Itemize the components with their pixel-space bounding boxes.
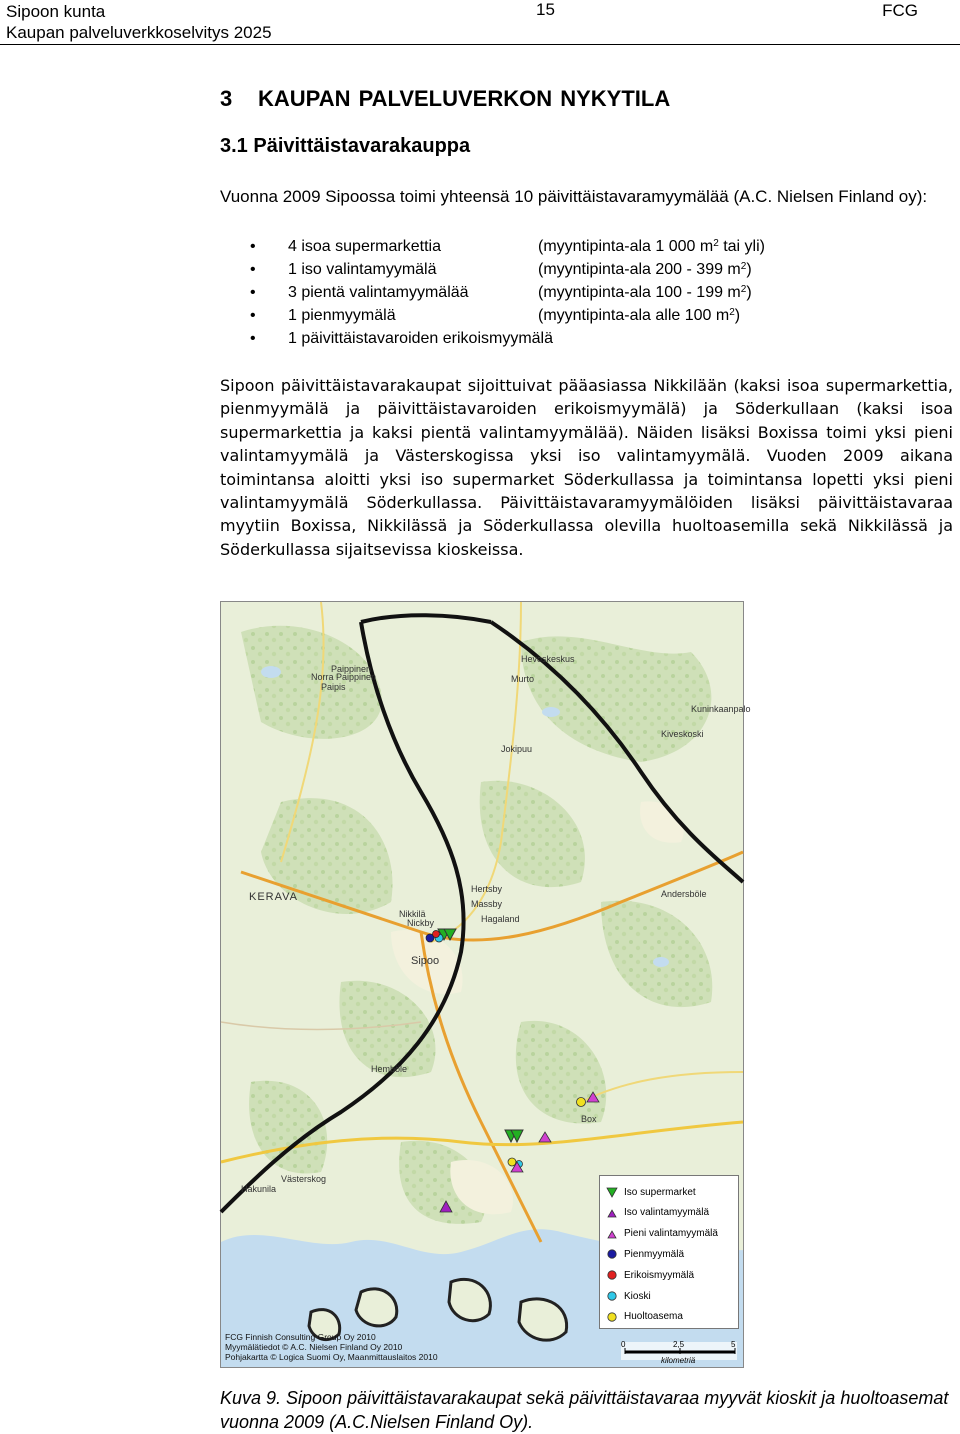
legend-label: Kioski	[624, 1290, 651, 1302]
store-size-range	[538, 281, 752, 304]
size-text: (myyntipinta-ala 200 - 399 m	[538, 261, 741, 278]
scale-tick-label: 5	[731, 1340, 736, 1349]
figure-caption: Kuva 9. Sipoon päivittäistavarakaupat sekä päivittäistavaraa myyvät kioskit ja huoltoasemat vuonna 2009 (A.C.Nielsen Finland Oy).	[220, 1388, 949, 1432]
legend-label: Pienmyymälä	[624, 1248, 685, 1260]
place-label: Murto	[511, 674, 535, 684]
legend-item	[606, 1288, 651, 1304]
size-text: (myyntipinta-ala 100 - 199 m	[538, 284, 741, 301]
size-text-tail: )	[746, 284, 752, 301]
scale-tick-label: 2,5	[673, 1340, 685, 1349]
credit-line: Pohjakartta © Logica Suomi Oy, Maanmittauslaitos 2010	[225, 1352, 438, 1362]
place-label: Kiveskoski	[661, 729, 704, 739]
store-count-label: 1 iso valintamyymälä	[288, 261, 437, 278]
legend-item	[606, 1267, 694, 1283]
header-left	[6, 1, 272, 43]
store-size-range	[538, 304, 740, 327]
legend-label: Iso valintamyymälä	[624, 1207, 710, 1219]
place-label: Andersböle	[661, 889, 707, 899]
subsection-heading: 3.1 Päivittäistavarakauppa	[220, 135, 471, 157]
store-size-range	[538, 235, 765, 258]
scale-unit: kilometriä	[661, 1356, 696, 1365]
size-text-tail: )	[734, 307, 741, 324]
legend-label: Pieni valintamyymälä	[624, 1228, 718, 1240]
bullet-dot: •	[250, 284, 256, 301]
section-number: 3	[220, 86, 233, 111]
size-text-tail: tai yli)	[718, 238, 765, 255]
place-label: Norra Paippinen	[311, 672, 377, 682]
legend-circle-icon	[606, 1248, 618, 1260]
marker-erikoismyymala	[433, 931, 440, 938]
size-unit-exponent: 2	[713, 238, 719, 249]
store-count-label: 3 pientä valintamyymälää	[288, 284, 469, 301]
legend-triangle-up-icon	[606, 1228, 618, 1240]
size-text-tail: )	[746, 261, 752, 278]
place-label: Hemböle	[371, 1064, 408, 1074]
size-text: (myyntipinta-ala 1 000 m	[538, 238, 714, 255]
place-label: Paippinen	[331, 664, 372, 674]
bullet-dot: •	[250, 261, 256, 278]
legend-triangle-down-icon	[606, 1186, 618, 1198]
place-label: Hagaland	[481, 914, 520, 924]
legend-label: Erikoismyymälä	[624, 1269, 695, 1281]
place-label: Hakunila	[241, 1184, 277, 1194]
legend-item	[606, 1246, 684, 1262]
place-label: Box	[581, 1114, 597, 1124]
legend-circle-icon	[606, 1269, 618, 1281]
place-label: KERAVA	[249, 891, 298, 903]
body-paragraph: Sipoon päivittäistavarakaupat sijoittuivat pääasiassa Nikkilään (kaksi isoa supermarkettia, pienmyymälä ja päivittäistavaroiden erikoismyymälä) ja Söderkullaan (kaksi isoa supermarkettia ja kaksi pientä valintamyymälää). Näiden lisäksi Boxissa toimi yksi pieni valintamyymälä ja Västerskogissa yksi iso valintamyymälä. Vuoden 2009 aikana toimintansa aloitti yksi iso supermarket Söderkullassa ja toimintansa lopetti yksi pieni valintamyymälä Söderkullassa. Päivittäistavaramyymälöiden lisäksi päivittäistavaraa myytiin Boxissa, Nikkilässä ja Söderkullassa olevilla huoltoasemilla sekä Nikkilässä ja Söderkullassa sijaitsevissa kioskeissa.	[220, 376, 953, 559]
bullet-dot: •	[250, 307, 256, 324]
place-label: Nikkilä	[399, 909, 426, 919]
bullet-dot: •	[250, 330, 256, 347]
marker-huoltoasema	[577, 1098, 586, 1107]
size-text: (myyntipinta-ala alle 100 m	[538, 307, 730, 324]
marker-huoltoasema	[508, 1158, 516, 1166]
place-label: Paipis	[321, 682, 346, 692]
legend-item	[606, 1309, 683, 1325]
credit-line: FCG Finnish Consulting Group Oy 2010	[225, 1332, 376, 1342]
legend-item	[606, 1226, 718, 1242]
legend-circle-icon	[606, 1311, 618, 1323]
header-org: Sipoon kunta	[6, 2, 106, 21]
credit-line: Myymälätiedot © A.C. Nielsen Finland Oy 2010	[225, 1342, 403, 1352]
size-unit-exponent: 2	[740, 284, 747, 295]
legend-label: Iso supermarket	[624, 1186, 696, 1198]
legend-circle-icon	[606, 1290, 618, 1302]
place-label: Massby	[471, 899, 503, 909]
place-label: Kuninkaanpalo	[691, 704, 751, 714]
store-count-label: 4 isoa supermarkettia	[288, 238, 441, 255]
section-heading	[220, 86, 670, 112]
scale-tick-label: 0	[621, 1340, 626, 1349]
legend-label: Huoltoasema	[624, 1311, 683, 1323]
intro-text: Vuonna 2009 Sipoossa toimi yhteensä 10 päivittäistavaramyymälää (A.C. Nielsen Finland oy):	[220, 187, 928, 206]
header-company: FCG	[882, 1, 918, 20]
bullet-dot: •	[250, 238, 256, 255]
store-count-label: 1 päivittäistavaroiden erikoismyymälä	[288, 330, 553, 347]
size-unit-exponent: 2	[740, 261, 747, 272]
legend-item	[606, 1184, 696, 1200]
header-rule	[0, 44, 960, 45]
place-label: Västerskog	[281, 1174, 327, 1184]
place-label: Hevoskeskus	[521, 654, 575, 664]
store-size-range	[538, 258, 752, 281]
size-unit-exponent: 2	[729, 307, 735, 318]
place-label: Nickby	[407, 918, 435, 928]
page-number: 15	[536, 0, 555, 19]
section-title: KAUPAN PALVELUVERKON NYKYTILA	[258, 86, 671, 111]
place-label: Sipoo	[411, 955, 440, 967]
header-doc-title: Kaupan palveluverkkoselvitys 2025	[6, 23, 272, 42]
legend-item	[606, 1205, 709, 1221]
map-legend	[599, 1175, 739, 1329]
place-label: Jokipuu	[501, 744, 533, 754]
store-count-label: 1 pienmyymälä	[288, 307, 396, 324]
legend-triangle-up-icon	[606, 1207, 618, 1219]
place-label: Hertsby	[471, 884, 503, 894]
